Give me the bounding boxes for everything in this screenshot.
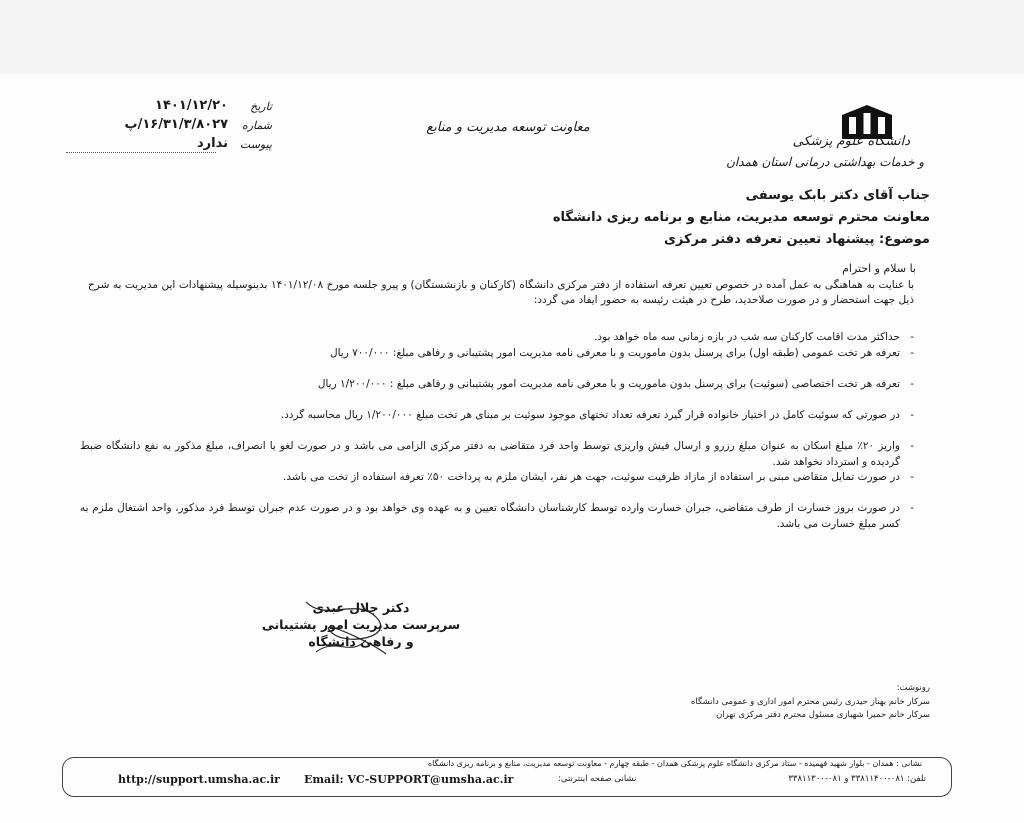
date-label: تاریخ (250, 100, 272, 113)
recipient-name: جناب آقای دکتر بابک یوسفی (745, 188, 930, 203)
department-heading: معاونت توسعه مدیریت و منابع (426, 120, 590, 135)
list-item-text: در صورت تمایل متقاضی مبنی بر استفاده از مازاد ظرفیت سوئیت، جهت هر نفر، ایشان ملزم به پرداخت ۵۰٪ تعرفه استفاده از تخت می باشد. (283, 471, 900, 483)
university-name: دانشگاه علوم پزشکی (792, 134, 910, 149)
list-item-text: در صورت بروز خسارت از طرف متقاضی، جبران خسارت وارده توسط کارشناسان دانشگاه تعیین و به عهده وی خواهد بود و در صورت عدم جبران توسط فرد مذکور، واحد اشتغال ملزم به کسر مبلغ خسارت می باشد. (80, 502, 900, 530)
cc-recipient: سرکار خانم حمیرا شهبازی مسئول محترم دفتر مرکزی تهران (716, 710, 930, 720)
recipient-title: معاونت محترم توسعه مدیریت، منابع و برنامه ریزی دانشگاه (552, 210, 930, 225)
list-item-text: واریز ۲۰٪ مبلغ اسکان به عنوان مبلغ رزرو و ارسال فیش واریزی توسط واحد فرد متقاضی به دفتر مرکزی الزامی می باشد و در صورت لغو یا انصراف، مبلغ مذکور به نفع دانشگاه ضبط گردیده و استرداد نخواهد شد. (80, 440, 900, 468)
list-item-text: حداکثر مدت اقامت کارکنان سه شب در بازه زمانی سه ماه خواهد بود. (594, 331, 900, 343)
attachment-label: پیوست (239, 138, 272, 151)
list-item: - واریز ۲۰٪ مبلغ اسکان به عنوان مبلغ رزرو و ارسال فیش واریزی توسط واحد فرد متقاضی به دفتر مرکزی الزامی می باشد و در صورت لغو یا انصراف، مبلغ مذکور به نفع دانشگاه ضبط گردیده و استرداد نخواهد شد. (80, 440, 914, 468)
dotted-divider (66, 152, 216, 153)
footer-address: نشانی : همدان - بلوار شهید فهمیده - ستاد مرکزی دانشگاه علوم پزشکی همدان - طبقه چهارم - معاونت توسعه مدیریت، منابع و برنامه ریزی دانشگاه (427, 759, 922, 768)
signer-title-continued: و رفاهی دانشگاه (308, 634, 414, 649)
footer-site-label: نشانی صفحه اینترنتی: (558, 774, 637, 784)
list-item: - در صورتی که سوئیت کامل در اختیار خانواده قرار گیرد تعرفه تعداد تختهای موجود سوئیت بر مبنای هر تخت مبلغ ۱/۲۰۰/۰۰۰ ریال محاسبه گردد. (280, 409, 914, 421)
cc-recipient: سرکار خانم بهناز حیدری رئیس محترم امور اداری و عمومی دانشگاه (690, 697, 930, 707)
list-item: - در صورت تمایل متقاضی مبنی بر استفاده از مازاد ظرفیت سوئیت، جهت هر نفر، ایشان ملزم به پرداخت ۵۰٪ تعرفه استفاده از تخت می باشد. (283, 471, 914, 483)
cc-label: رونوشت: (896, 683, 930, 693)
signer-title: سرپرست مدیریت امور پشتیبانی (261, 617, 461, 632)
date-value: ۱۴۰۱/۱۲/۲۰ (155, 98, 228, 113)
list-item-text: تعرفه هر تخت عمومی (طبقه اول) برای پرسنل بدون ماموریت و با معرفی نامه مدیریت امور پشتیبانی و رفاهی مبلغ: ۷۰۰/۰۰۰ ریال (329, 347, 900, 359)
list-item: - تعرفه هر تخت عمومی (طبقه اول) برای پرسنل بدون ماموریت و با معرفی نامه مدیریت امور پشتیبانی و رفاهی مبلغ: ۷۰۰/۰۰۰ ریال (329, 347, 914, 359)
number-label: شماره (241, 119, 272, 132)
attachment-value: ندارد (196, 136, 228, 151)
footer-phone: تلفن: ۰۸۱-۳۳۸۱۱۴۰۰ و ۰۸۱-۳۳۸۱۱۳۰۰ (788, 774, 926, 784)
intro-paragraph: با عنایت به هماهنگی به عمل آمده در خصوص تعیین تعرفه استفاده از دفتر مرکزی دانشگاه (کارکنان و بازنشستگان) و پیرو جلسه مورخ ۱۴۰۱/۱۲/۰۸ بدینوسیله پیشنهادات این مدیریت به شرح ذیل جهت استحضار و در صورت صلاحدید، طرح در هیئت رئیسه به حضور ایفاد می گردد: (88, 279, 914, 306)
list-item: - حداکثر مدت اقامت کارکنان سه شب در بازه زمانی سه ماه خواهد بود. (594, 331, 914, 343)
attachment-row (62, 138, 272, 156)
date-row (62, 100, 272, 118)
university-subtitle: و خدمات بهداشتی درمانی استان همدان (726, 155, 924, 169)
list-item: - در صورت بروز خسارت از طرف متقاضی، جبران خسارت وارده توسط کارشناسان دانشگاه تعیین و به عهده وی خواهد بود و در صورت عدم جبران توسط فرد مذکور، واحد اشتغال ملزم به کسر مبلغ خسارت می باشد. (80, 502, 914, 530)
letter-subject: موضوع: پیشنهاد تعیین تعرفه دفتر مرکزی (664, 232, 930, 247)
viewer-top-band (0, 0, 1024, 74)
number-row (62, 119, 272, 137)
list-item: - تعرفه هر تخت اختصاصی (سوئیت) برای پرسنل بدون ماموریت و با معرفی نامه مدیریت امور پشتیبانی و رفاهی مبلغ : ۱/۲۰۰/۰۰۰ ریال (317, 378, 914, 390)
greeting: با سلام و احترام (842, 262, 916, 275)
list-item-text: در صورتی که سوئیت کامل در اختیار خانواده قرار گیرد تعرفه تعداد تختهای موجود سوئیت بر مبنای هر تخت مبلغ ۱/۲۰۰/۰۰۰ ریال محاسبه گردد. (280, 409, 900, 421)
list-item-text: تعرفه هر تخت اختصاصی (سوئیت) برای پرسنل بدون ماموریت و با معرفی نامه مدیریت امور پشتیبانی و رفاهی مبلغ : ۱/۲۰۰/۰۰۰ ریال (317, 378, 900, 390)
footer-website: http://support.umsha.ac.ir (118, 773, 280, 786)
number-value: ۱۶/۳۱/۳/۸۰۲۷/پ (124, 117, 228, 132)
footer-email: Email: VC-SUPPORT@umsha.ac.ir (304, 773, 514, 786)
signer-name: دکتر جلال عبدی (312, 600, 410, 615)
